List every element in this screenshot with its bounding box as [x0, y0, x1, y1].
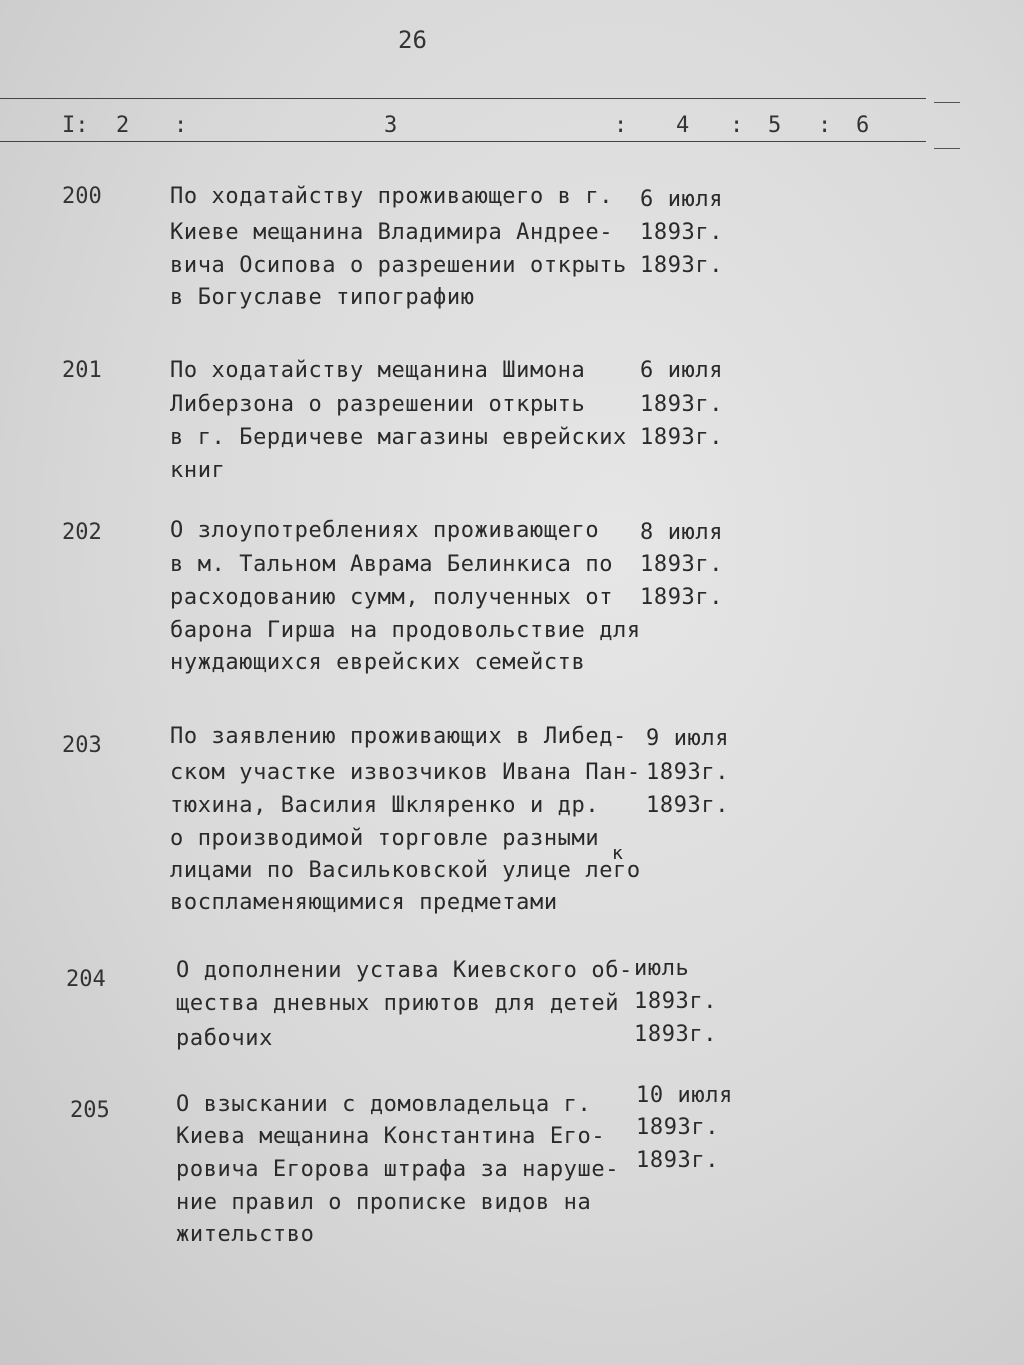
entry-date-line: 1893г. [640, 392, 724, 417]
entry-date-line: 1893г. [634, 1022, 718, 1047]
column-separator: : [730, 113, 744, 138]
entry-description-line: ние правил о прописке видов на [176, 1190, 592, 1215]
entry-description-line: барона Гирша на продовольствие для [170, 618, 641, 643]
entry-date-line: 1893г. [640, 253, 724, 278]
header-bottom-rule [0, 141, 926, 142]
entry-description-line: щества дневных приютов для детей [176, 991, 620, 1016]
column-separator: : [818, 113, 832, 138]
entry-date-line: 1893г. [636, 1148, 720, 1173]
entry-description-line: в г. Бердичеве магазины еврейских [170, 425, 627, 450]
entry-description-line: ровича Егорова штрафа за наруше- [176, 1157, 620, 1182]
column-header-1: I: [62, 113, 89, 138]
entry-description-line: рабочих [176, 1026, 273, 1051]
entry-date-line: 1893г. [646, 760, 730, 785]
entry-description-line: расходованию сумм, полученных от [170, 585, 614, 610]
entry-number: 203 [62, 733, 102, 758]
entry-description-line: книг [170, 458, 226, 483]
column-separator: : [614, 113, 628, 138]
column-separator: : [174, 113, 188, 138]
entry-number: 204 [66, 967, 106, 992]
entry-description-line: о производимой торговле разными [170, 826, 600, 851]
entry-description-line: О взыскании с домовладельца г. [176, 1092, 592, 1117]
entry-description-line: ском участке извозчиков Ивана Пан- [170, 760, 641, 785]
entry-date-line: 1893г. [640, 585, 724, 610]
entry-date-line: 1893г. [646, 793, 730, 818]
entry-date-line: 1893г. [640, 425, 724, 450]
entry-date-line: 1893г. [634, 989, 718, 1014]
entry-description-line: Киева мещанина Константина Его- [176, 1124, 606, 1149]
header-top-rule [0, 98, 926, 99]
header-bottom-tick [934, 148, 960, 149]
entry-date-line: июль [634, 956, 690, 981]
entry-date-line: 6 июля [640, 358, 724, 383]
entry-description-line: По заявлению проживающих в Либед- [170, 724, 627, 749]
entry-date-line: 1893г. [636, 1115, 720, 1140]
entry-number: 202 [62, 520, 102, 545]
entry-date-line: 1893г. [640, 220, 724, 245]
entry-description-line: вича Осипова о разрешении открыть [170, 253, 627, 278]
entry-description-line: нуждающихся еврейских семейств [170, 650, 586, 675]
entry-date-line: 8 июля [640, 520, 724, 545]
entry-date-line: 10 июля [636, 1083, 733, 1108]
column-header-3: 3 [384, 113, 398, 138]
entry-description-line: воспламеняющимися предметами [170, 890, 558, 915]
entry-description-line: жительство [176, 1222, 315, 1247]
column-header-6: 6 [856, 113, 870, 138]
column-header-5: 5 [768, 113, 782, 138]
entry-description-line: Либерзона о разрешении открыть [170, 392, 586, 417]
entry-number: 200 [62, 184, 102, 209]
entry-description-line: О злоупотреблениях проживающего [170, 518, 600, 543]
entry-description-line: По ходатайству мещанина Шимона [170, 358, 586, 383]
column-header-2: 2 [116, 113, 130, 138]
entry-description-line: в Богуславе типографию [170, 285, 475, 310]
entry-description-line: тюхина, Василия Шкляренко и др. [170, 793, 600, 818]
entry-description-line: в м. Тальном Аврама Белинкиса по [170, 552, 614, 577]
entry-number: 205 [70, 1098, 110, 1123]
entry-description-line: По ходатайству проживающего в г. [170, 184, 614, 209]
entry-date-line: 9 июля [646, 726, 730, 751]
column-header-4: 4 [676, 113, 690, 138]
header-top-tick [934, 102, 960, 103]
entry-date-line: 1893г. [640, 552, 724, 577]
page-number: 26 [398, 26, 427, 54]
entry-date-line: 6 июля [640, 187, 724, 212]
entry-number: 201 [62, 358, 102, 383]
entry-description-line: Киеве мещанина Владимира Андрее- [170, 220, 614, 245]
margin-mark: к [612, 843, 623, 864]
entry-description-line: О дополнении устава Киевского об- [176, 958, 633, 983]
entry-description-line: лицами по Васильковской улице лего [170, 858, 641, 883]
